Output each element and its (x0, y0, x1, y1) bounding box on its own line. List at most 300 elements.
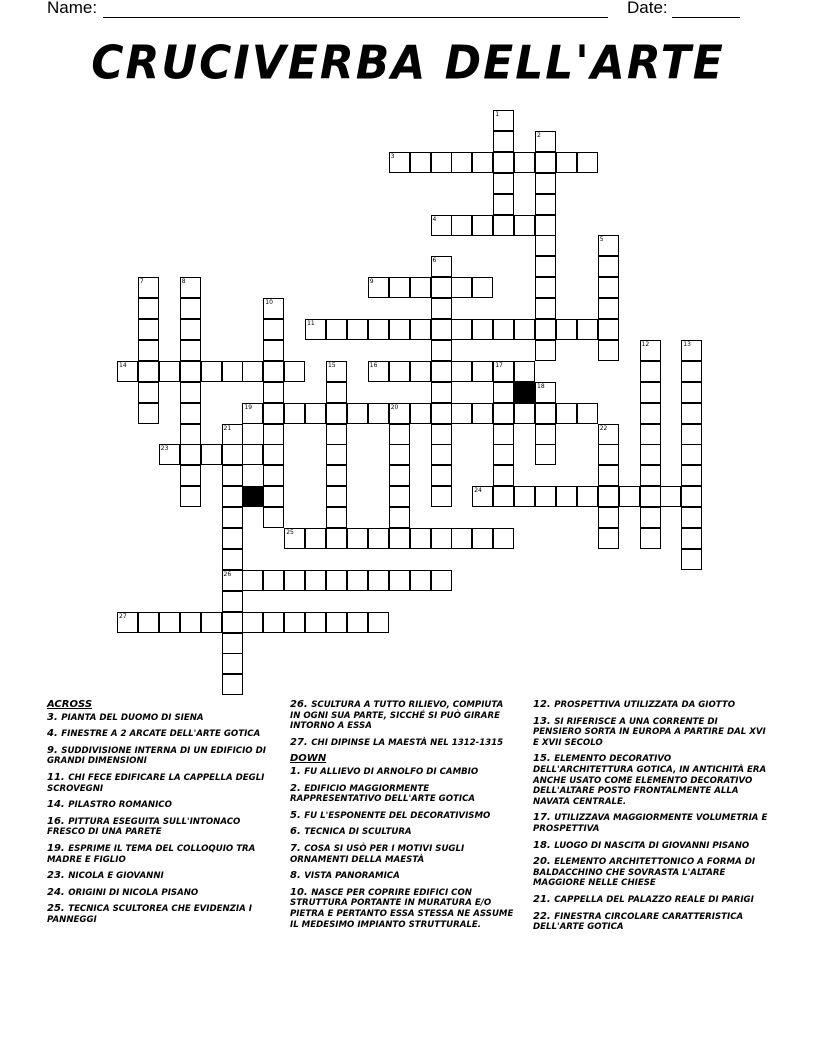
clue-item (533, 717, 769, 749)
clue-item-number: 6. (290, 826, 305, 838)
grid-cell[interactable] (201, 444, 222, 465)
grid-cell[interactable] (138, 361, 159, 382)
grid-cell[interactable] (556, 486, 577, 507)
grid-cell[interactable] (263, 340, 284, 361)
clue-item (47, 888, 267, 899)
clue-item-text: FINESTRA CIRCOLARE CARATTERISTICA DELL'ARTE GOTICA (533, 911, 744, 933)
clue-item (290, 871, 515, 882)
clue-item-number: 18. (533, 839, 555, 851)
grid-cell[interactable] (222, 424, 243, 445)
grid-cell[interactable] (410, 403, 431, 424)
grid-cell[interactable] (222, 549, 243, 570)
grid-cell[interactable] (410, 319, 431, 340)
grid-cell[interactable] (493, 173, 514, 194)
grid-cell[interactable] (180, 403, 201, 424)
grid-cell[interactable] (493, 319, 514, 340)
grid-cell[interactable] (389, 361, 410, 382)
clue-item (290, 811, 515, 822)
grid-cell[interactable] (138, 319, 159, 340)
grid-cell[interactable] (263, 507, 284, 528)
clues-column-2 (290, 700, 515, 936)
clue-item (290, 888, 515, 930)
grid-cell[interactable] (493, 424, 514, 445)
grid-cell[interactable] (681, 486, 702, 507)
grid-cell[interactable] (681, 403, 702, 424)
clue-item (290, 844, 515, 865)
clue-item (47, 800, 267, 811)
grid-cell[interactable] (180, 319, 201, 340)
grid-cell[interactable] (389, 570, 410, 591)
grid-cell[interactable] (556, 403, 577, 424)
clue-item-text: UTILIZZAVA MAGGIORMENTE VOLUMETRIA E PROSPETTIVA (533, 813, 768, 834)
grid-cell[interactable] (347, 319, 368, 340)
grid-cell[interactable] (263, 486, 284, 507)
grid-cell[interactable] (535, 382, 556, 403)
grid-cell[interactable] (326, 319, 347, 340)
grid-cell[interactable] (640, 424, 661, 445)
grid-cell[interactable] (222, 444, 243, 465)
clue-item-number: 20. (533, 856, 555, 868)
grid-cell[interactable] (451, 403, 472, 424)
grid-cell[interactable] (451, 319, 472, 340)
clue-item-number: 22. (533, 910, 555, 922)
grid-cell[interactable] (493, 152, 514, 173)
grid-cell[interactable] (305, 403, 326, 424)
clue-item (47, 773, 267, 794)
grid-cell[interactable] (535, 194, 556, 215)
grid-cell[interactable] (368, 570, 389, 591)
grid-cell[interactable] (263, 403, 284, 424)
grid-cell[interactable] (556, 319, 577, 340)
clue-item-text: PROSPETTIVA UTILIZZATA DA GIOTTO (554, 700, 736, 710)
grid-cell[interactable] (451, 361, 472, 382)
grid-cell[interactable] (535, 486, 556, 507)
clue-item-number: 12. (533, 699, 555, 710)
grid-cell[interactable] (326, 361, 347, 382)
grid-cell[interactable] (598, 424, 619, 445)
grid-cell[interactable] (493, 361, 514, 382)
grid-cell[interactable] (368, 612, 389, 633)
grid-cell[interactable] (326, 507, 347, 528)
clue-item-text: SUDDIVISIONE INTERNA DI UN EDIFICIO DI GRANDI DIMENSIONI (47, 745, 266, 767)
grid-cell[interactable] (598, 528, 619, 549)
grid-cell[interactable] (368, 277, 389, 298)
grid-cell[interactable] (180, 277, 201, 298)
grid-cell[interactable] (284, 361, 305, 382)
clue-item-text: SI RIFERISCE A UNA CORRENTE DI PENSIERO SORTA IN EUROPA A PARTIRE DAL XVI E XVII SECOLO (533, 716, 766, 748)
grid-cell[interactable] (305, 612, 326, 633)
grid-cell[interactable] (451, 277, 472, 298)
grid-cell[interactable] (451, 215, 472, 236)
grid-cell[interactable] (284, 570, 305, 591)
grid-cell[interactable] (117, 361, 138, 382)
clue-number-label: 24 (474, 487, 482, 495)
clue-item-number: 3. (47, 711, 62, 723)
grid-cell[interactable] (640, 465, 661, 486)
clue-item (533, 841, 769, 852)
grid-cell[interactable] (222, 674, 243, 695)
grid-cell[interactable] (598, 465, 619, 486)
grid-cell[interactable] (326, 528, 347, 549)
clue-number-label: 8 (181, 278, 186, 286)
grid-cell[interactable] (681, 549, 702, 570)
grid-cell[interactable] (598, 277, 619, 298)
grid-cell[interactable] (180, 340, 201, 361)
grid-cell[interactable] (431, 277, 452, 298)
clue-number-label: 12 (641, 340, 650, 348)
grid-cell[interactable] (326, 424, 347, 445)
grid-cell[interactable] (640, 403, 661, 424)
grid-cell[interactable] (389, 507, 410, 528)
grid-cell[interactable] (493, 382, 514, 403)
clue-item-number: 4. (47, 728, 62, 740)
grid-cell[interactable] (180, 444, 201, 465)
grid-cell[interactable] (431, 361, 452, 382)
clue-number-label: 14 (119, 361, 127, 369)
grid-cell[interactable] (431, 215, 452, 236)
grid-cell[interactable] (410, 528, 431, 549)
grid-cell[interactable] (263, 382, 284, 403)
grid-cell[interactable] (598, 486, 619, 507)
grid-cell[interactable] (138, 382, 159, 403)
grid-cell[interactable] (431, 298, 452, 319)
clue-item-text: ELEMENTO DECORATIVO DELL'ARCHITETTURA GOTICA, IN ANTICHITÀ ERA ANCHE USATO COME ELEMENTO DECORATIVO DELL'ALTARE POSTO FRONTALMENTE ALLA NAVATA CENTRALE. (533, 754, 767, 807)
grid-cell[interactable] (493, 403, 514, 424)
grid-cell[interactable] (326, 382, 347, 403)
clues-column-3 (533, 700, 769, 939)
grid-cell[interactable] (535, 298, 556, 319)
clue-item-text: FU L'ESPONENTE DEL DECORATIVISMO (304, 810, 491, 821)
clue-item-number: 15. (533, 753, 555, 765)
grid-cell[interactable] (263, 424, 284, 445)
clue-item (533, 857, 769, 889)
grid-cell[interactable] (201, 612, 222, 633)
grid-cell[interactable] (242, 570, 263, 591)
grid-cell[interactable] (431, 465, 452, 486)
grid-cell[interactable] (263, 465, 284, 486)
grid-cell[interactable] (263, 361, 284, 382)
grid-cell[interactable] (535, 424, 556, 445)
grid-cell[interactable] (222, 633, 243, 654)
clue-number-label: 1 (495, 111, 500, 118)
grid-cell[interactable] (159, 444, 180, 465)
grid-cell[interactable] (493, 194, 514, 215)
grid-cell[interactable] (493, 131, 514, 152)
grid-cell[interactable] (138, 403, 159, 424)
clue-item-number: 10. (290, 886, 312, 898)
grid-cell[interactable] (263, 612, 284, 633)
grid-cell[interactable] (640, 382, 661, 403)
grid-cell[interactable] (180, 424, 201, 445)
grid-cell[interactable] (431, 528, 452, 549)
grid-cell[interactable] (472, 215, 493, 236)
clue-item-number: 25. (47, 903, 69, 915)
clue-item-number: 5. (290, 809, 305, 821)
grid-cell[interactable] (535, 340, 556, 361)
grid-cell[interactable] (431, 403, 452, 424)
grid-cell[interactable] (514, 486, 535, 507)
grid-cell[interactable] (660, 486, 681, 507)
grid-cell[interactable] (493, 465, 514, 486)
clue-item-number: 11. (47, 771, 69, 783)
grid-cell[interactable] (681, 382, 702, 403)
grid-cell[interactable] (451, 152, 472, 173)
grid-cell[interactable] (263, 570, 284, 591)
grid-cell[interactable] (410, 277, 431, 298)
grid-cell[interactable] (180, 612, 201, 633)
grid-cell[interactable] (326, 570, 347, 591)
grid-cell[interactable] (222, 653, 243, 674)
grid-cell[interactable] (577, 152, 598, 173)
grid-cell[interactable] (640, 340, 661, 361)
grid-cell[interactable] (598, 256, 619, 277)
clue-number-label: 3 (390, 152, 395, 160)
clue-item (290, 700, 515, 732)
grid-cell[interactable] (640, 486, 661, 507)
clue-item (47, 713, 267, 724)
grid-cell[interactable] (410, 361, 431, 382)
grid-cell[interactable] (326, 444, 347, 465)
clue-number-label: 5 (599, 236, 604, 244)
grid-cell[interactable] (535, 173, 556, 194)
clue-number-label: 11 (307, 320, 315, 327)
grid-cell[interactable] (389, 465, 410, 486)
grid-cell[interactable] (598, 444, 619, 465)
grid-cell[interactable] (242, 361, 263, 382)
grid-cell[interactable] (431, 424, 452, 445)
grid-cell[interactable] (222, 486, 243, 507)
grid-cell[interactable] (431, 152, 452, 173)
grid-cell[interactable] (222, 570, 243, 591)
grid-cell[interactable] (242, 444, 263, 465)
grid-cell[interactable] (222, 361, 243, 382)
grid-cell[interactable] (368, 528, 389, 549)
grid-cell[interactable] (347, 403, 368, 424)
grid-cell[interactable] (640, 361, 661, 382)
grid-cell[interactable] (159, 361, 180, 382)
grid-cell[interactable] (535, 152, 556, 173)
grid-cell[interactable] (201, 361, 222, 382)
grid-cell[interactable] (263, 319, 284, 340)
clue-item-number: 14. (47, 799, 69, 811)
clue-item-text: ORIGINI DI NICOLA PISANO (68, 887, 199, 898)
grid-cell[interactable] (535, 215, 556, 236)
grid-cell[interactable] (284, 612, 305, 633)
grid-cell[interactable] (681, 340, 702, 361)
clue-item-text: NICOLA E GIOVANNI (68, 871, 164, 882)
grid-cell[interactable] (138, 277, 159, 298)
clue-item (290, 767, 515, 778)
grid-cell[interactable] (451, 528, 472, 549)
grid-cell[interactable] (138, 298, 159, 319)
clue-number-label: 9 (369, 278, 374, 286)
grid-cell[interactable] (180, 486, 201, 507)
grid-cell[interactable] (431, 382, 452, 403)
grid-cell[interactable] (535, 235, 556, 256)
grid-cell[interactable] (431, 570, 452, 591)
grid-cell[interactable] (493, 486, 514, 507)
clue-item (47, 844, 267, 865)
grid-cell[interactable] (305, 319, 326, 340)
grid-cell[interactable] (222, 465, 243, 486)
clue-item (47, 871, 267, 882)
grid-cell[interactable] (681, 465, 702, 486)
grid-cell[interactable] (326, 465, 347, 486)
grid-cell[interactable] (222, 612, 243, 633)
grid-cell[interactable] (284, 403, 305, 424)
clue-item-text: NASCE PER COPRIRE EDIFICI CON STRUTTURA PORTANTE IN MURATURA E/O PIETRA E PERTANTO ESSA STESSA NE ASSUME IL MEDESIMO IMPIANTO STRUTTURALE. (290, 887, 514, 930)
grid-cell[interactable] (472, 277, 493, 298)
grid-cell[interactable] (640, 444, 661, 465)
grid-cell[interactable] (514, 319, 535, 340)
grid-cell[interactable] (535, 403, 556, 424)
clue-number-label: 25 (286, 529, 294, 536)
grid-cell[interactable] (535, 444, 556, 465)
grid-cell[interactable] (180, 465, 201, 486)
clue-number-label: 20 (390, 403, 399, 411)
grid-cell[interactable] (640, 528, 661, 549)
clue-item-number: 8. (290, 870, 305, 882)
grid-cell[interactable] (242, 403, 263, 424)
grid-cell[interactable] (619, 486, 640, 507)
grid-cell[interactable] (681, 424, 702, 445)
grid-cell[interactable] (389, 152, 410, 173)
clue-item-text: TECNICA DI SCULTURA (304, 827, 412, 838)
grid-cell[interactable] (326, 403, 347, 424)
grid-cell[interactable] (431, 486, 452, 507)
clue-item (533, 912, 769, 933)
grid-cell[interactable] (598, 340, 619, 361)
grid-cell[interactable] (326, 612, 347, 633)
grid-cell[interactable] (180, 298, 201, 319)
grid-cell[interactable] (431, 444, 452, 465)
grid-cell[interactable] (180, 361, 201, 382)
clue-number-label: 21 (223, 424, 232, 432)
grid-cell[interactable] (514, 215, 535, 236)
grid-cell[interactable] (138, 340, 159, 361)
grid-cell[interactable] (598, 298, 619, 319)
grid-cell[interactable] (577, 403, 598, 424)
grid-cell[interactable] (577, 486, 598, 507)
grid-cell[interactable] (681, 444, 702, 465)
date-label: Date: (627, 0, 668, 17)
grid-cell[interactable] (681, 507, 702, 528)
grid-cell[interactable] (180, 382, 201, 403)
grid-cell[interactable] (305, 528, 326, 549)
grid-cell[interactable] (493, 444, 514, 465)
grid-cell[interactable] (681, 361, 702, 382)
clue-item (47, 817, 267, 838)
grid-cell[interactable] (159, 612, 180, 633)
clue-section-heading: DOWN (290, 753, 327, 765)
grid-cell[interactable] (305, 570, 326, 591)
grid-cell[interactable] (472, 403, 493, 424)
grid-cell[interactable] (410, 570, 431, 591)
grid-cell[interactable] (472, 486, 493, 507)
grid-cell[interactable] (472, 152, 493, 173)
grid-cell[interactable] (535, 319, 556, 340)
grid-cell[interactable] (389, 319, 410, 340)
grid-cell[interactable] (598, 507, 619, 528)
clue-item-text: CHI DIPINSE LA MAESTÀ NEL 1312-1315 (311, 737, 504, 748)
grid-cell[interactable] (556, 152, 577, 173)
grid-cell[interactable] (368, 361, 389, 382)
grid-cell[interactable] (431, 256, 452, 277)
grid-cell[interactable] (493, 528, 514, 549)
clue-item-number: 26. (290, 699, 312, 710)
grid-cell[interactable] (389, 486, 410, 507)
clue-item-number: 27. (290, 736, 312, 748)
grid-cell[interactable] (514, 152, 535, 173)
grid-cell[interactable] (577, 319, 598, 340)
grid-cell[interactable] (535, 131, 556, 152)
grid-cell[interactable] (368, 403, 389, 424)
grid-cell[interactable] (493, 110, 514, 131)
clue-number-label: 2 (537, 131, 541, 139)
grid-cell[interactable] (410, 152, 431, 173)
grid-cell[interactable] (284, 528, 305, 549)
grid-cell[interactable] (347, 570, 368, 591)
clue-number-label: 7 (139, 278, 144, 286)
grid-cell[interactable] (472, 528, 493, 549)
grid-cell[interactable] (138, 612, 159, 633)
grid-cell[interactable] (681, 528, 702, 549)
grid-cell[interactable] (535, 256, 556, 277)
clue-item (290, 784, 515, 805)
clue-item-text: PITTURA ESEGUITA SULL'INTONACO FRESCO DI UNA PARETE (47, 816, 241, 838)
grid-cell[interactable] (263, 444, 284, 465)
grid-cell[interactable] (598, 235, 619, 256)
grid-cell[interactable] (326, 486, 347, 507)
clue-item-text: CHI FECE EDIFICARE LA CAPPELLA DEGLI SCROVEGNI (47, 772, 265, 794)
grid-cell[interactable] (389, 403, 410, 424)
grid-cell[interactable] (347, 528, 368, 549)
clue-number-label: 15 (328, 361, 336, 369)
clues-column-1 (47, 700, 267, 932)
grid-cell[interactable] (514, 403, 535, 424)
grid-cell[interactable] (598, 319, 619, 340)
grid-cell[interactable] (640, 507, 661, 528)
clue-item (533, 754, 769, 807)
grid-cell[interactable] (242, 612, 263, 633)
clue-item-number: 16. (47, 815, 69, 827)
clue-item (533, 700, 769, 711)
grid-cell[interactable] (535, 277, 556, 298)
grid-cell[interactable] (263, 298, 284, 319)
grid-cell[interactable] (389, 528, 410, 549)
grid-cell[interactable] (431, 319, 452, 340)
grid-cell[interactable] (117, 612, 138, 633)
grid-cell[interactable] (347, 612, 368, 633)
clue-item-number: 23. (47, 870, 69, 882)
clue-item-text: FINESTRE A 2 ARCATE DELL'ARTE GOTICA (61, 729, 261, 740)
grid-cell[interactable] (472, 319, 493, 340)
grid-cell[interactable] (472, 361, 493, 382)
grid-cell[interactable] (493, 215, 514, 236)
clue-item-text: CAPPELLA DEL PALAZZO REALE DI PARIGI (554, 894, 754, 905)
grid-cell[interactable] (389, 277, 410, 298)
clue-item (47, 904, 267, 925)
clue-number-label: 13 (683, 340, 691, 348)
grid-cell[interactable] (222, 507, 243, 528)
grid-cell[interactable] (222, 591, 243, 612)
grid-cell[interactable] (514, 361, 535, 382)
grid-cell[interactable] (368, 319, 389, 340)
grid-cell[interactable] (222, 528, 243, 549)
grid-cell[interactable] (389, 444, 410, 465)
grid-cell[interactable] (431, 340, 452, 361)
grid-cell[interactable] (389, 424, 410, 445)
